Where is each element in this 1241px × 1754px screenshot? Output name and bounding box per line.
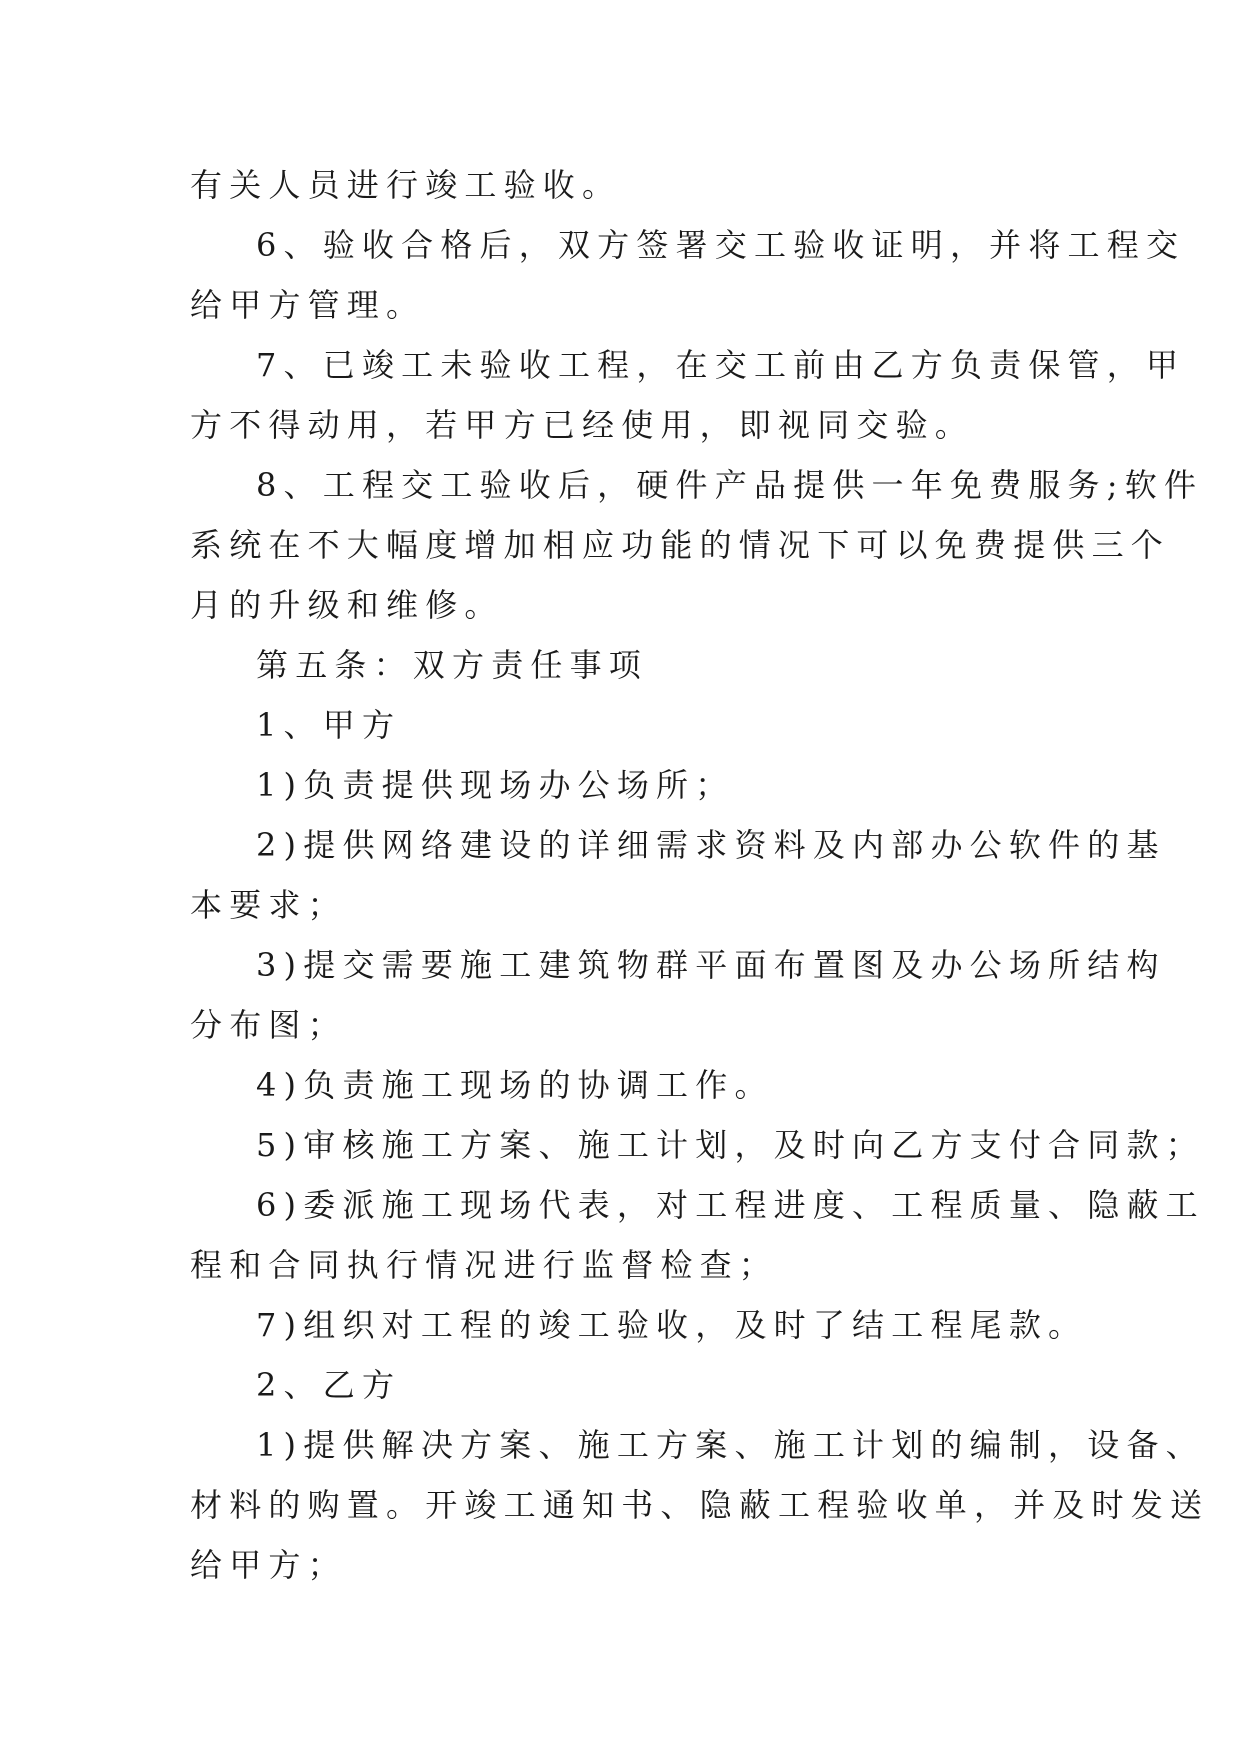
text-line: 7、已竣工未验收工程，在交工前由乙方负责保管，甲 bbox=[256, 346, 1186, 384]
text-line: 1)提供解决方案、施工方案、施工计划的编制，设备、 bbox=[256, 1426, 1205, 1464]
text-line: 有关人员进行竣工验收。 bbox=[190, 166, 622, 204]
text-line: 材料的购置。开竣工通知书、隐蔽工程验收单，并及时发送 bbox=[190, 1486, 1210, 1524]
section-heading: 第五条：双方责任事项 bbox=[256, 646, 649, 684]
text-line: 5)审核施工方案、施工计划，及时向乙方支付合同款； bbox=[256, 1126, 1205, 1164]
text-line: 8、工程交工验收后，硬件产品提供一年免费服务;软件 bbox=[256, 466, 1204, 504]
text-line: 6、验收合格后，双方签署交工验收证明，并将工程交 bbox=[256, 226, 1186, 264]
text-line: 1)负责提供现场办公场所； bbox=[256, 766, 735, 804]
text-line: 4)负责施工现场的协调工作。 bbox=[256, 1066, 774, 1104]
text-line: 给甲方管理。 bbox=[190, 286, 426, 324]
text-line: 本要求； bbox=[190, 886, 347, 924]
text-line: 6)委派施工现场代表，对工程进度、工程质量、隐蔽工 bbox=[256, 1186, 1205, 1224]
subsection-heading: 1、甲方 bbox=[256, 706, 402, 744]
text-line: 给甲方； bbox=[190, 1546, 347, 1584]
text-line: 3)提交需要施工建筑物群平面布置图及办公场所结构 bbox=[256, 946, 1166, 984]
text-line: 月的升级和维修。 bbox=[190, 586, 504, 624]
text-line: 系统在不大幅度增加相应功能的情况下可以免费提供三个 bbox=[190, 526, 1171, 564]
text-line: 7)组织对工程的竣工验收，及时了结工程尾款。 bbox=[256, 1306, 1088, 1344]
text-line: 2)提供网络建设的详细需求资料及内部办公软件的基 bbox=[256, 826, 1166, 864]
text-line: 方不得动用，若甲方已经使用，即视同交验。 bbox=[190, 406, 975, 444]
text-line: 分布图； bbox=[190, 1006, 347, 1044]
subsection-heading: 2、乙方 bbox=[256, 1366, 402, 1404]
text-line: 程和合同执行情况进行监督检查； bbox=[190, 1246, 779, 1284]
